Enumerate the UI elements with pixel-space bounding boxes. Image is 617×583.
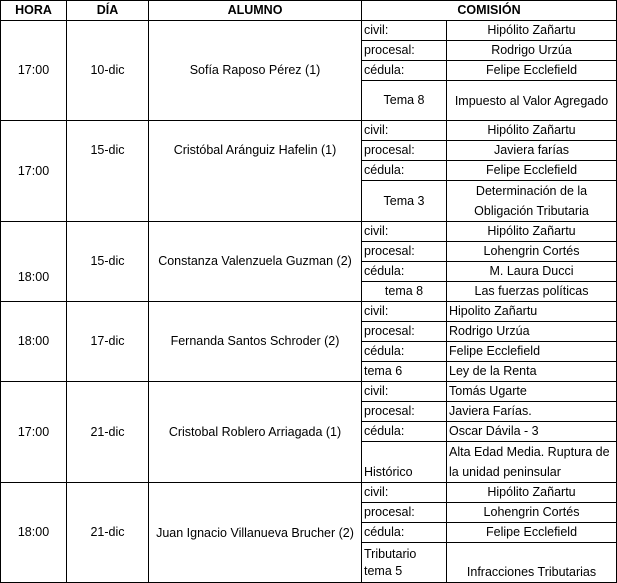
commission-topic-value: Ley de la Renta [447,362,617,382]
commission-label: civil: [362,222,447,242]
commission-value: M. Laura Ducci [447,262,617,282]
cell-alumno: Cristóbal Aránguiz Hafelin (1) [149,121,362,222]
commission-label: procesal: [362,141,447,161]
commission-value: Javiera farías [447,141,617,161]
cell-hora: 18:00 [1,302,67,382]
header-comision: COMISIÓN [362,1,617,21]
commission-value: Lohengrin Cortés [447,242,617,262]
cell-hora: 18:00 [1,483,67,583]
commission-value: Felipe Ecclefield [447,342,617,362]
cell-dia: 10-dic [67,21,149,121]
cell-alumno: Sofía Raposo Pérez (1) [149,21,362,121]
commission-label: civil: [362,21,447,41]
commission-label: cédula: [362,61,447,81]
commission-value: Felipe Ecclefield [447,161,617,181]
commission-value: Tomás Ugarte [447,382,617,402]
commission-value: Hipólito Zañartu [447,222,617,242]
commission-label: procesal: [362,242,447,262]
table-row [1,382,617,402]
table-row [1,222,617,242]
commission-topic-value: Las fuerzas políticas [447,282,617,302]
commission-topic-label: tema 8 [362,282,447,302]
commission-label: cédula: [362,262,447,282]
commission-label: civil: [362,302,447,322]
header-dia: DÍA [67,1,149,21]
commission-value: Hipolito Zañartu [447,302,617,322]
cell-alumno: Juan Ignacio Villanueva Brucher (2) [149,483,362,583]
commission-value: Lohengrin Cortés [447,503,617,523]
commission-value: Javiera Farías. [447,402,617,422]
commission-value: Hipólito Zañartu [447,121,617,141]
commission-label: civil: [362,483,447,503]
commission-label: procesal: [362,322,447,342]
table-row [1,302,617,322]
commission-topic-label: Tema 8 [362,81,447,121]
commission-value: Rodrigo Urzúa [447,322,617,342]
commission-topic-value: Determinación de la Obligación Tributaria [447,181,617,222]
header-hora: HORA [1,1,67,21]
table-row [1,121,617,141]
cell-dia: 21-dic [67,483,149,583]
commission-label: procesal: [362,41,447,61]
cell-hora: 18:00 [1,222,67,302]
commission-topic-value: Impuesto al Valor Agregado [447,81,617,121]
commission-label: cédula: [362,422,447,442]
commission-topic-value: Infracciones Tributarias [447,543,617,583]
table-row [1,21,617,41]
cell-hora: 17:00 [1,382,67,483]
commission-label: procesal: [362,402,447,422]
commission-value: Felipe Ecclefield [447,61,617,81]
commission-value: Hipólito Zañartu [447,21,617,41]
cell-hora: 17:00 [1,121,67,222]
commission-value: Rodrigo Urzúa [447,41,617,61]
cell-alumno: Cristobal Roblero Arriagada (1) [149,382,362,483]
cell-hora: 17:00 [1,21,67,121]
commission-topic-label: tema 6 [362,362,447,382]
commission-topic-value: Alta Edad Media. Ruptura de la unidad peninsular [447,442,617,483]
commission-label: civil: [362,121,447,141]
commission-topic-label: Histórico [362,442,447,483]
commission-label: cédula: [362,342,447,362]
cell-dia: 17-dic [67,302,149,382]
commission-value: Hipólito Zañartu [447,483,617,503]
cell-dia: 15-dic [67,121,149,222]
commission-label: cédula: [362,523,447,543]
commission-value: Felipe Ecclefield [447,523,617,543]
commission-topic-label: Tema 3 [362,181,447,222]
cell-dia: 15-dic [67,222,149,302]
commission-value: Oscar Dávila - 3 [447,422,617,442]
table-row [1,483,617,503]
commission-label: procesal: [362,503,447,523]
header-alumno: ALUMNO [149,1,362,21]
cell-alumno: Fernanda Santos Schroder (2) [149,302,362,382]
commission-label: civil: [362,382,447,402]
commission-topic-label: Tributario tema 5 [362,543,447,583]
commission-label: cédula: [362,161,447,181]
cell-alumno: Constanza Valenzuela Guzman (2) [149,222,362,302]
cell-dia: 21-dic [67,382,149,483]
header-row [1,1,617,21]
